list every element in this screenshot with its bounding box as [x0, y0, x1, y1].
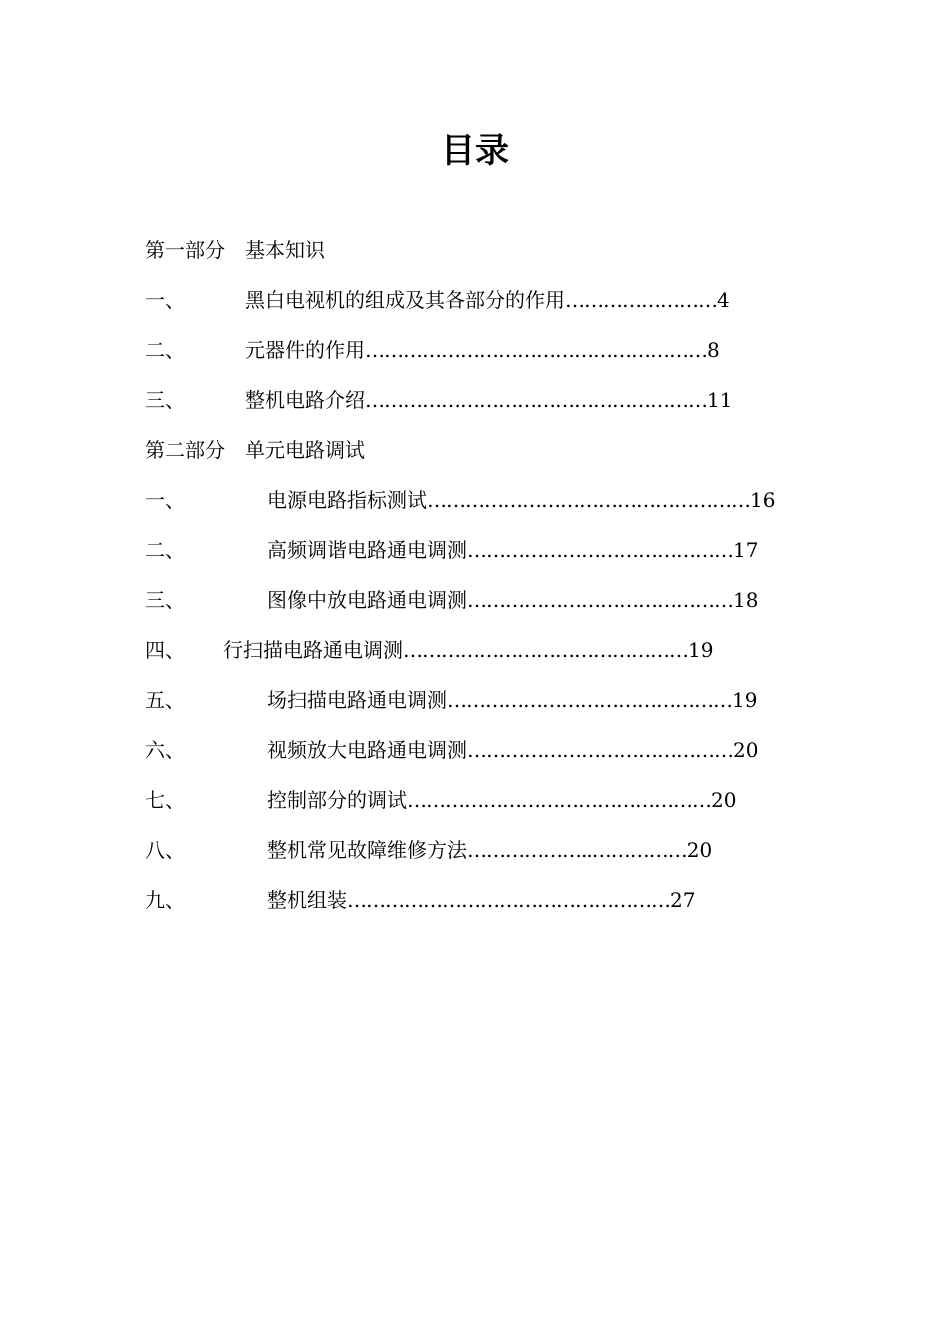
toc-entry-page: 8: [707, 338, 720, 362]
toc-entry[interactable]: [145, 685, 757, 715]
toc-entry-number: 三、: [145, 588, 185, 612]
toc-entry-title: 场扫描电路通电调测: [267, 688, 447, 712]
toc-entry[interactable]: [145, 885, 695, 915]
toc-entry-title: 整机常见故障维修方法: [267, 838, 467, 862]
toc-entry-leader: ………………………………………: [447, 688, 732, 712]
toc-entry-title: 高频调谐电路通电调测: [267, 538, 467, 562]
toc-entry[interactable]: [145, 635, 713, 665]
toc-entry-page: 20: [686, 838, 713, 862]
toc-entry-number: 六、: [145, 738, 185, 762]
toc-entry-page: 20: [711, 788, 737, 812]
toc-entry-title: 控制部分的调试: [267, 788, 407, 812]
toc-entry-leader: ………………..……………: [467, 838, 687, 862]
toc-entry-number: 三、: [145, 388, 185, 412]
toc-entry-title: 行扫描电路通电调测: [223, 638, 403, 662]
toc-entry-page: 11: [707, 388, 733, 412]
toc-entry-number: 四、: [145, 638, 185, 662]
toc-entry-leader: ……………………: [565, 288, 717, 312]
toc-entry-leader: ………………………………………: [403, 638, 688, 662]
toc-entry-title: 整机组装: [267, 888, 347, 912]
part-heading-1: 第一部分 基本知识: [145, 238, 325, 262]
toc-entry-number: 一、: [145, 288, 185, 312]
toc-entry-page: 16: [750, 488, 776, 512]
toc-entry[interactable]: [145, 785, 736, 815]
toc-entry-number: 二、: [145, 538, 185, 562]
toc-entry-title: 图像中放电路通电调测: [267, 588, 467, 612]
toc-entry[interactable]: [145, 335, 720, 365]
toc-entry[interactable]: [145, 535, 758, 565]
toc-entry[interactable]: [145, 585, 758, 615]
toc-entry-page: 19: [688, 638, 714, 662]
toc-entry-page: 27: [670, 888, 696, 912]
toc-entry-leader: ………………………………………………: [365, 338, 707, 362]
toc-entry-number: 一、: [145, 488, 185, 512]
toc-entry-page: 18: [733, 588, 759, 612]
toc-entry[interactable]: [145, 485, 775, 515]
toc-entry-page: 17: [733, 538, 759, 562]
toc-entry-title: 电源电路指标测试: [267, 488, 427, 512]
toc-entry-title: 整机电路介绍: [245, 388, 365, 412]
toc-entry-number: 五、: [145, 688, 185, 712]
toc-entry[interactable]: [145, 835, 712, 865]
toc-entry-number: 八、: [145, 838, 185, 862]
toc-entry-page: 4: [717, 288, 730, 312]
toc-entry-leader: ……………………………………: [467, 588, 733, 612]
toc-entry-leader: ……………………………………………: [347, 888, 670, 912]
toc-entry-title: 视频放大电路通电调测: [267, 738, 467, 762]
toc-entry-title: 元器件的作用: [245, 338, 365, 362]
part-heading-2: 第二部分 单元电路调试: [145, 438, 365, 462]
toc-entry-leader: ……………………………………………: [427, 488, 750, 512]
toc-entry-leader: ……………………………………: [467, 538, 733, 562]
toc-entry[interactable]: [145, 385, 732, 415]
toc-entry-leader: …………………………………………: [407, 788, 711, 812]
page-title: 目录: [441, 131, 509, 171]
toc-entry-number: 二、: [145, 338, 185, 362]
toc-entry-leader: ………………………………………………: [365, 388, 707, 412]
toc-entry[interactable]: [145, 735, 758, 765]
toc-entry-number: 九、: [145, 888, 185, 912]
toc-entry-title: 黑白电视机的组成及其各部分的作用: [245, 288, 565, 312]
toc-entry-page: 20: [733, 738, 759, 762]
toc-entry-number: 七、: [145, 788, 185, 812]
toc-entry-leader: ……………………………………: [467, 738, 733, 762]
toc-entry-page: 19: [732, 688, 758, 712]
toc-entry[interactable]: [145, 285, 730, 315]
